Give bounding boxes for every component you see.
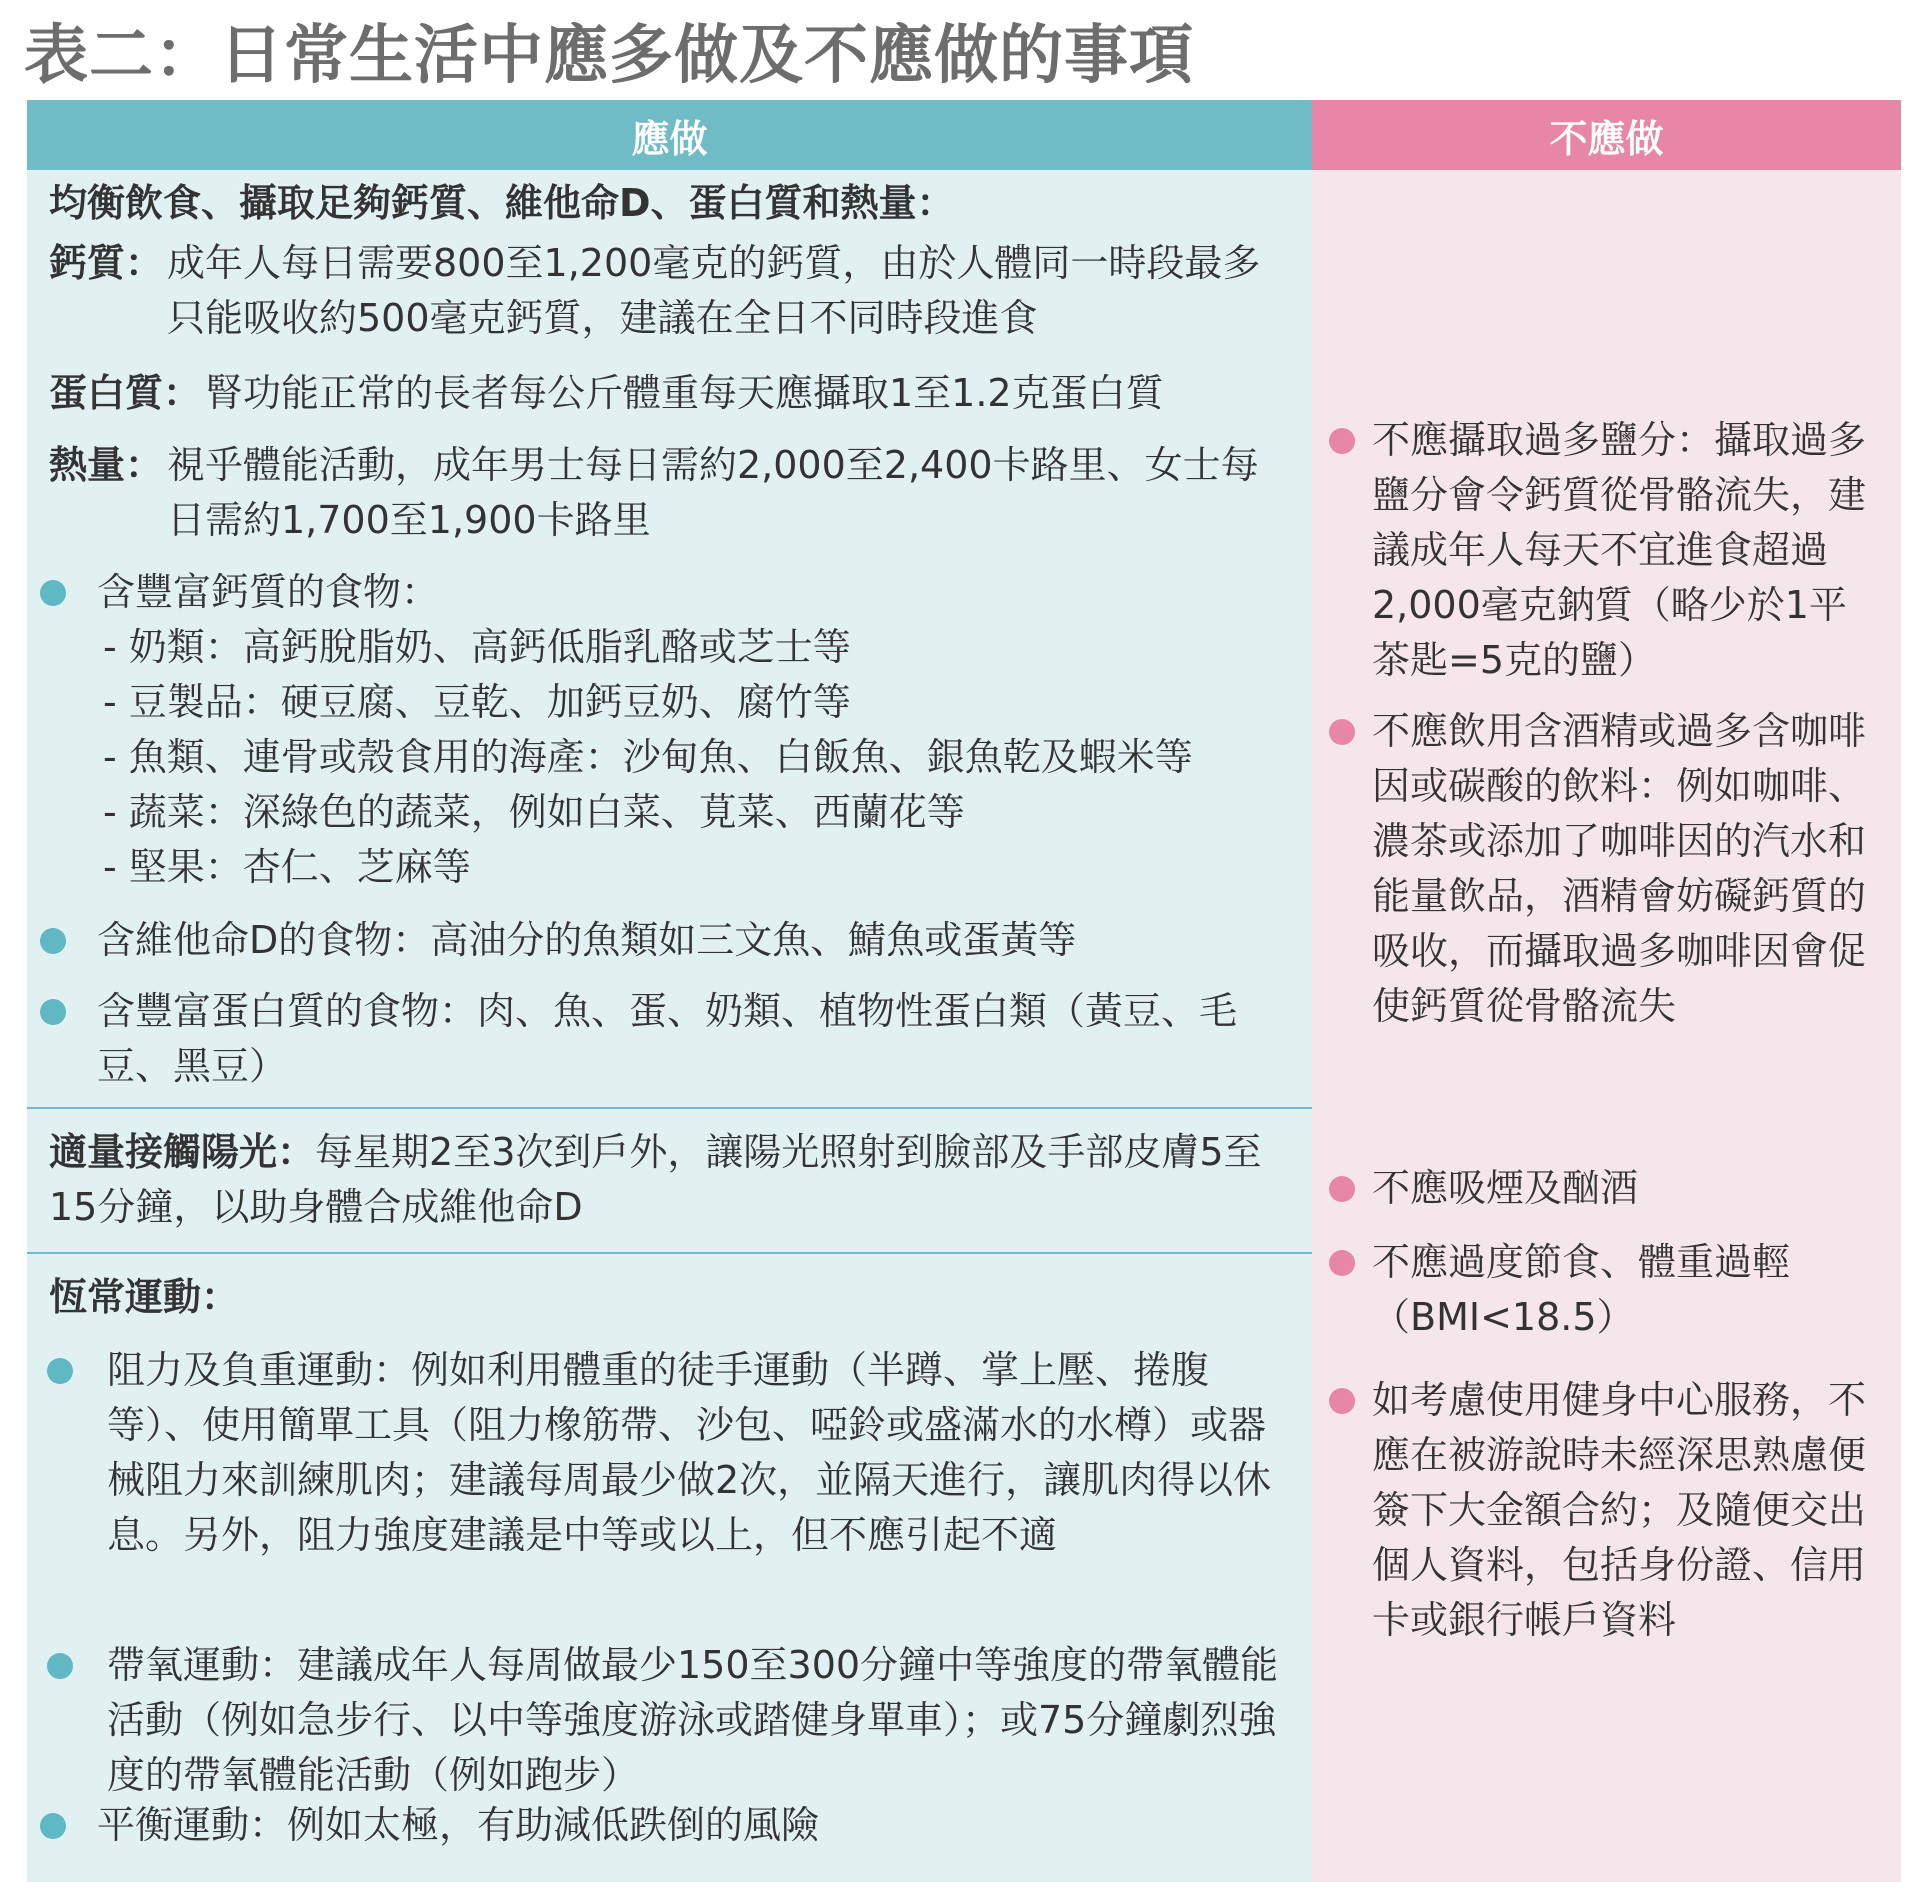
bullet-icon — [1329, 719, 1355, 745]
dont-item: 不應飲用含酒精或過多含咖啡因或碳酸的飲料：例如咖啡、濃茶或添加了咖啡因的汽水和能量飲品，酒精會妨礙鈣質的吸收，而攝取過多咖啡因會促使鈣質從骨骼流失 — [1372, 709, 1867, 1028]
protein-text: 腎功能正常的長者每公斤體重每天應攝取1至1.2克蛋白質 — [205, 371, 1164, 415]
bullet-icon — [47, 1653, 73, 1679]
calcium-row — [49, 236, 1294, 346]
dont-item: 不應吸煙及酗酒 — [1372, 1166, 1639, 1210]
sunlight-row — [49, 1125, 1299, 1235]
calcium-food-item: - 魚類、連骨或殼食用的海產：沙甸魚、白飯魚、銀魚乾及蝦米等 — [103, 735, 1193, 779]
energy-row — [49, 438, 1294, 548]
do-dont-table — [27, 100, 1901, 1882]
bullet-icon — [47, 1358, 73, 1384]
diet-heading: 均衡飲食、攝取足夠鈣質、維他命D、蛋白質和熱量： — [49, 181, 955, 225]
dont-item: 不應過度節食、體重過輕（BMI<18.5） — [1372, 1240, 1791, 1339]
calcium-foods-title: 含豐富鈣質的食物： — [97, 570, 440, 614]
exercise-heading: 恆常運動： — [49, 1275, 240, 1319]
bullet-icon — [1329, 1176, 1355, 1202]
protein-foods: 含豐富蛋白質的食物：肉、魚、蛋、奶類、植物性蛋白類（黃豆、毛豆、黑豆） — [97, 989, 1238, 1088]
calcium-food-item: - 奶類：高鈣脫脂奶、高鈣低脂乳酪或芝士等 — [103, 625, 851, 669]
sunlight-label: 適量接觸陽光： — [49, 1130, 316, 1174]
exercise-item: 平衡運動：例如太極，有助減低跌倒的風險 — [97, 1803, 820, 1847]
bullet-icon — [40, 580, 66, 606]
bullet-icon — [1329, 1250, 1355, 1276]
page-title: 表二：日常生活中應多做及不應做的事項 — [24, 19, 1194, 93]
dont-column — [1312, 170, 1901, 1882]
vitd-foods: 含維他命D的食物：高油分的魚類如三文魚、鯖魚或蛋黃等 — [97, 918, 1077, 962]
exercise-item: 阻力及負重運動：例如利用體重的徒手運動（半蹲、掌上壓、捲腹等）、使用簡單工具（阻力橡筋帶、沙包、啞鈴或盛滿水的水樽）或器械阻力來訓練肌肉；建議每周最少做2次，並隔天進行，讓肌肉得以休息。另外，阻力強度建議是中等或以上，但不應引起不適 — [107, 1348, 1272, 1557]
energy-label: 熱量： — [49, 443, 164, 487]
bullet-icon — [40, 928, 66, 954]
energy-text: 視乎體能活動，成年男士每日需約2,000至2,400卡路里、女士每日需約1,700至1,900卡路里 — [167, 443, 1259, 542]
bullet-icon — [1329, 428, 1355, 454]
calcium-label: 鈣質： — [49, 241, 164, 285]
calcium-food-item: - 堅果：杏仁、芝麻等 — [103, 845, 471, 889]
section-divider — [27, 1107, 1312, 1109]
protein-label: 蛋白質： — [49, 371, 202, 415]
calcium-food-item: - 蔬菜：深綠色的蔬菜，例如白菜、莧菜、西蘭花等 — [103, 790, 965, 834]
dont-item: 不應攝取過多鹽分：攝取過多鹽分會令鈣質從骨骼流失，建議成年人每天不宜進食超過2,000毫克鈉質（略少於1平茶匙=5克的鹽） — [1372, 418, 1867, 682]
bullet-icon — [1329, 1388, 1355, 1414]
bullet-icon — [40, 999, 66, 1025]
bullet-icon — [40, 1813, 66, 1839]
section-divider — [27, 1252, 1312, 1254]
dont-item: 如考慮使用健身中心服務，不應在被游說時未經深思熟慮便簽下大金額合約；及隨便交出個人資料，包括身份證、信用卡或銀行帳戶資料 — [1372, 1378, 1867, 1642]
header-dont: 不應做 — [1312, 100, 1901, 170]
exercise-item: 帶氧運動：建議成年人每周做最少150至300分鐘中等強度的帶氧體能活動（例如急步行、以中等強度游泳或踏健身單車）；或75分鐘劇烈強度的帶氧體能活動（例如跑步） — [107, 1643, 1279, 1797]
calcium-food-item: - 豆製品：硬豆腐、豆乾、加鈣豆奶、腐竹等 — [103, 680, 851, 724]
protein-row — [49, 366, 1294, 421]
sunlight-text: 每星期2至3次到戶外，讓陽光照射到臉部及手部皮膚5至15分鐘，以助身體合成維他命D — [49, 1130, 1262, 1229]
do-column — [27, 170, 1312, 1882]
header-do: 應做 — [27, 100, 1312, 170]
calcium-text: 成年人每日需要800至1,200毫克的鈣質，由於人體同一時段最多只能吸收約500毫克鈣質，建議在全日不同時段進食 — [167, 241, 1261, 340]
